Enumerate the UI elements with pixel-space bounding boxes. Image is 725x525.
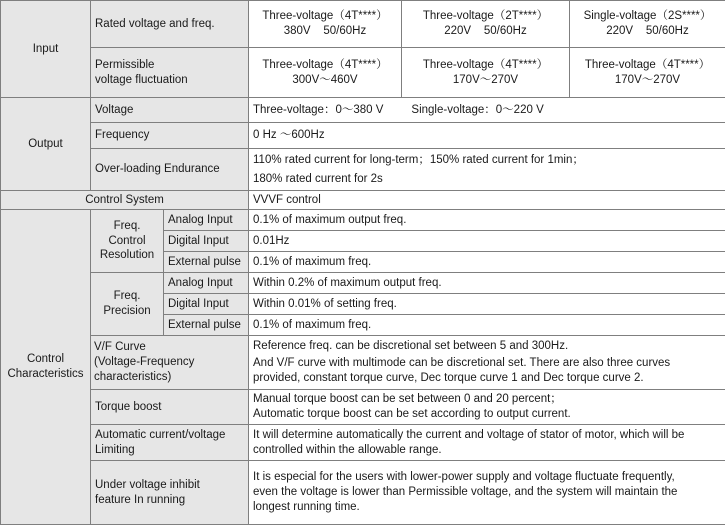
precision-value-pulse: 0.1% of maximum freq. [249,315,725,336]
fluctuation-1-type: Three-voltage（4T****） [262,58,388,71]
resolution-sub-digital: Digital Input [164,231,249,252]
precision-sub-analog: Analog Input [164,273,249,294]
control-system-row [1,191,725,210]
precision-label [91,273,164,336]
rated-2s-type: Single-voltage（2S****） [583,10,712,23]
rated-4t-value: 380V 50/60Hz [283,25,367,37]
vf-curve-line3: provided, constant torque curve, Dec torque curve 1 and Dec torque curve 2. [253,371,644,384]
undervoltage-line1: It is especial for the users with lower-power supply and voltage fluctuate frequently, [253,471,675,484]
overload-line2: 180% rated current for 2s [253,172,383,185]
output-frequency-row [1,123,725,149]
fluctuation-label-line2: voltage fluctuation [95,73,188,86]
precision-value-analog: Within 0.2% of maximum output freq. [249,273,725,294]
output-section-label: Output [1,98,91,191]
auto-limit-label [91,425,249,461]
undervoltage-row [1,461,725,525]
vf-curve-value [249,336,725,390]
resolution-value-pulse: 0.1% of maximum freq. [249,252,725,273]
undervoltage-label [91,461,249,525]
undervoltage-line2: even the voltage is lower than Permissible voltage, and the system will maintain the [253,486,678,499]
precision-sub-digital: Digital Input [164,294,249,315]
rated-2t-type: Three-voltage（2T****） [422,10,549,23]
precision-sub-pulse: External pulse [164,315,249,336]
fluctuation-1-value: 300V～460V [292,73,358,86]
fluctuation-label-line1: Permissible [95,58,155,71]
rated-cell-2t [402,1,570,48]
overload-line1: 110% rated current for long-term；150% rated current for 1min； [253,153,584,166]
resolution-label-line3: Resolution [99,249,155,262]
rated-label: Rated voltage and freq. [91,1,249,48]
control-system-value: VVVF control [249,191,725,210]
resolution-value-analog: 0.1% of maximum output freq. [249,210,725,231]
undervoltage-label-line2: feature In running [95,493,186,506]
torque-row [1,390,725,425]
precision-label-line2: Precision [103,305,151,317]
auto-limit-line2: controlled within the allowable range. [253,443,442,456]
resolution-sub-analog: Analog Input [164,210,249,231]
output-voltage-row [1,98,725,123]
frequency-label: Frequency [91,123,249,149]
voltage-single: Single-voltage：0～220 V [411,103,544,116]
fluctuation-2-value: 170V～270V [452,73,519,86]
fluctuation-cell-1 [249,48,402,98]
voltage-label: Voltage [91,98,249,123]
control-system-label: Control System [1,191,249,210]
auto-limit-value [249,425,725,461]
undervoltage-label-line1: Under voltage inhibit [95,478,200,491]
resolution-sub-pulse: External pulse [164,252,249,273]
control-section-line2: Characteristics [7,368,84,380]
vf-curve-line2: And V/F curve with multimode can be discretional set. There are also three curves [253,357,671,370]
control-section-label [1,210,91,525]
fluctuation-3-type: Three-voltage（4T****） [584,58,711,71]
voltage-three: Three-voltage：0～380 V [253,103,384,116]
fluctuation-label [91,48,249,98]
fluctuation-cell-2 [402,48,570,98]
auto-limit-row [1,425,725,461]
fluctuation-cell-3 [570,48,725,98]
resolution-value-digital: 0.01Hz [249,231,725,252]
overload-label: Over-loading Endurance [91,149,249,191]
rated-cell-4t [249,1,402,48]
auto-limit-line1: It will determine automatically the current and voltage of stator of motor, which will be [253,428,685,441]
resolution-analog-row [1,210,725,231]
torque-value [249,390,725,425]
vf-curve-line1: Reference freq. can be discretional set between 5 and 300Hz. [253,340,569,353]
overload-value [249,149,725,191]
frequency-value: 0 Hz ～600Hz [249,123,725,149]
precision-value-digital: Within 0.01% of setting freq. [249,294,725,315]
control-section-line1: Control [26,353,65,366]
torque-label: Torque boost [91,390,249,425]
torque-line1: Manual torque boost can be set between 0 and 20 percent； [253,393,562,406]
input-fluctuation-row [1,48,725,98]
output-overload-row [1,149,725,191]
rated-2s-value: 220V 50/60Hz [606,25,689,37]
vf-curve-label-line2: (Voltage-Frequency [94,356,195,369]
torque-line2: Automatic torque boost can be set according to output current. [253,408,571,420]
vf-curve-label-line3: characteristics) [94,370,172,383]
voltage-value [249,98,725,123]
precision-analog-row [1,273,725,294]
vf-curve-row [1,336,725,390]
input-rated-row [1,1,725,48]
rated-2t-value: 220V 50/60Hz [444,25,527,37]
resolution-label-line2: Control [108,234,146,247]
precision-label-line1: Freq. [113,290,141,303]
resolution-label-line1: Freq. [113,219,141,232]
auto-limit-label-line1: Automatic current/voltage [95,428,226,441]
rated-cell-2s [570,1,725,48]
resolution-label [91,210,164,273]
input-section-label: Input [1,1,91,98]
fluctuation-2-type: Three-voltage（4T****） [422,58,549,71]
vf-curve-label-line1: V/F Curve [94,341,146,354]
fluctuation-3-value: 170V～270V [614,73,681,86]
auto-limit-label-line2: Limiting [95,443,135,456]
vf-curve-label [91,336,249,390]
rated-4t-type: Three-voltage（4T****） [262,10,388,23]
undervoltage-value [249,461,725,525]
undervoltage-line3: longest running time. [253,500,360,513]
